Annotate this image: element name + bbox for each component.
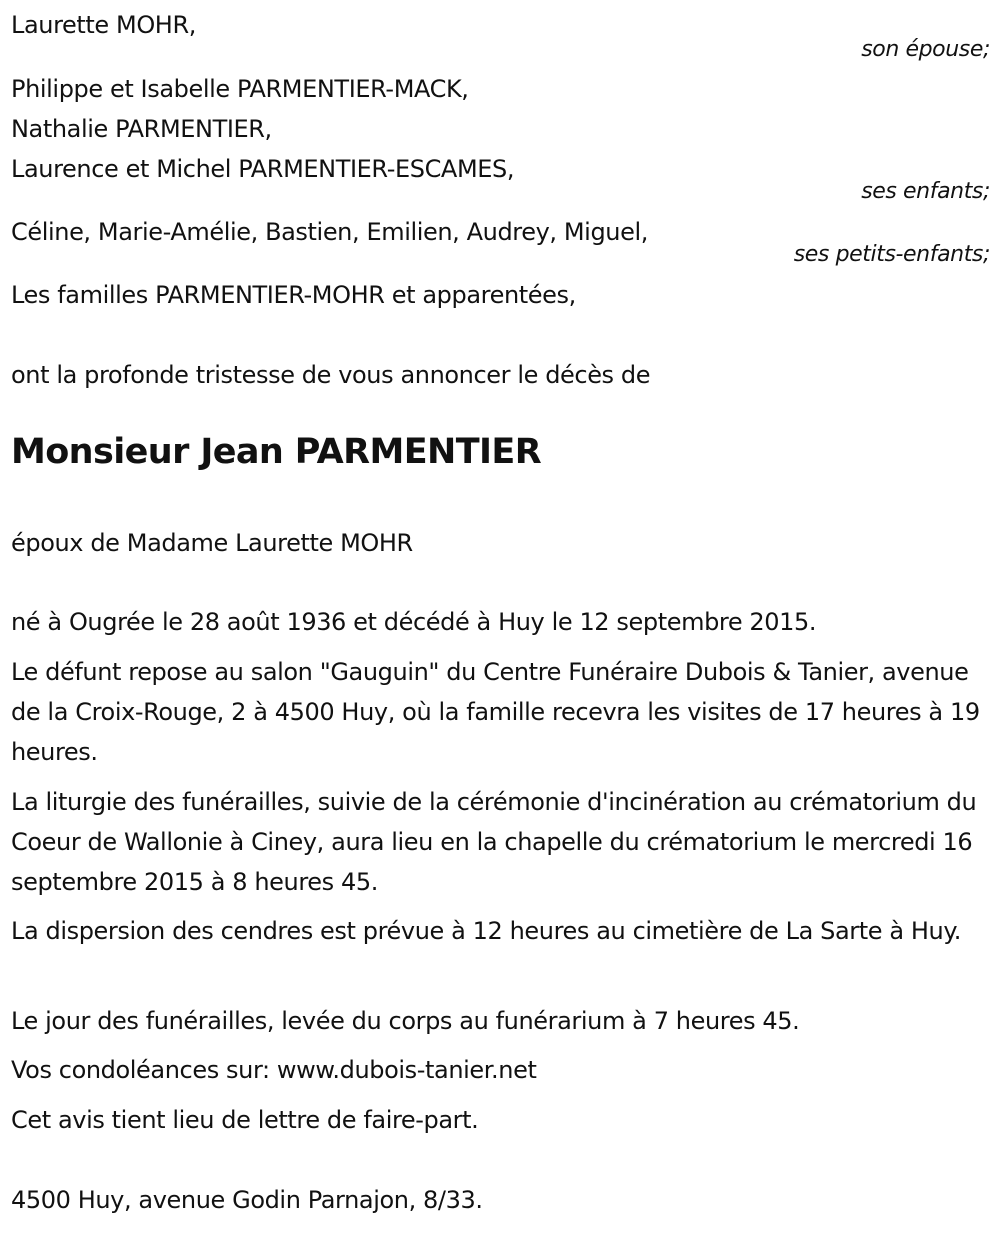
family-member-line: Laurette MOHR,: [11, 11, 196, 39]
family-member-line: Les familles PARMENTIER-MOHR et apparentées,: [11, 281, 576, 309]
body-removal-paragraph: Le jour des funérailles, levée du corps au funérarium à 7 heures 45.: [11, 1007, 800, 1035]
family-address: 4500 Huy, avenue Godin Parnajon, 8/33.: [11, 1186, 483, 1214]
family-member-line: Céline, Marie-Amélie, Bastien, Emilien, Audrey, Miguel,: [11, 218, 648, 246]
family-role-label: ses petits-enfants;: [793, 242, 990, 267]
faire-part-paragraph: Cet avis tient lieu de lettre de faire-part.: [11, 1106, 479, 1134]
birth-death-paragraph: né à Ougrée le 28 août 1936 et décédé à Huy le 12 septembre 2015.: [11, 608, 817, 636]
deceased-name-heading: Monsieur Jean PARMENTIER: [11, 432, 542, 472]
visitation-paragraph: Le défunt repose au salon "Gauguin" du Centre Funéraire Dubois & Tanier, avenue de la Croix-Rouge, 2 à 4500 Huy, où la famille recevra les visites de 17 heures à 19 heures.: [11, 658, 980, 766]
condolences-paragraph: Vos condoléances sur: www.dubois-tanier.net: [11, 1056, 537, 1084]
family-role-label: ses enfants;: [861, 179, 990, 204]
family-member-line: Nathalie PARMENTIER,: [11, 115, 272, 143]
family-role-label: son épouse;: [861, 37, 990, 62]
announcement-text: ont la profonde tristesse de vous annoncer le décès de: [11, 361, 651, 389]
spouse-line: époux de Madame Laurette MOHR: [11, 529, 413, 557]
family-member-line: Laurence et Michel PARMENTIER-ESCAMES,: [11, 155, 515, 183]
family-member-line: Philippe et Isabelle PARMENTIER-MACK,: [11, 75, 469, 103]
ceremony-paragraph: La liturgie des funérailles, suivie de la cérémonie d'incinération au crématorium du Coeur de Wallonie à Ciney, aura lieu en la chapelle du crématorium le mercredi 16 septembre 2015 à 8 heures 45.: [11, 788, 977, 896]
ashes-dispersion-paragraph: La dispersion des cendres est prévue à 12 heures au cimetière de La Sarte à Huy.: [11, 917, 961, 945]
